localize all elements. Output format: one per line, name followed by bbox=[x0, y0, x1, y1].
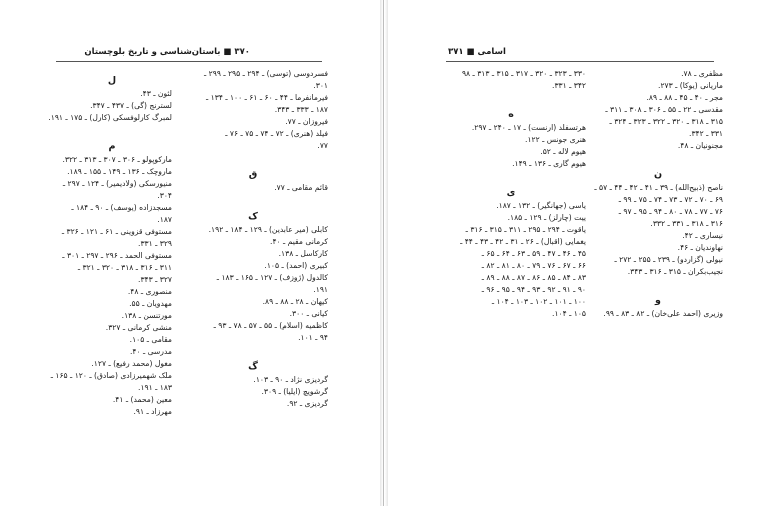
index-entry: ماریانی (یوکا) ـ ۲۷۳. bbox=[658, 81, 723, 90]
index-entry: فیروزان ـ ۷۷. bbox=[285, 117, 328, 126]
gutter-fold bbox=[383, 0, 384, 506]
index-entry: مسجدزاده (یوسف) ـ ۹۰ ـ ۱۸۴ ـ bbox=[71, 203, 172, 212]
index-entry: مورتنسن ـ ۱۳۸. bbox=[121, 311, 172, 320]
index-column bbox=[436, 68, 586, 320]
index-entry: منصوری ـ ۴۸. bbox=[127, 287, 172, 296]
index-entry: کبیری (احمد) ـ ۱۰۵. bbox=[264, 261, 328, 270]
index-entry: هیوم گاری ـ ۱۳۶ ـ ۱۴۹. bbox=[512, 159, 586, 168]
index-entry: نیساری ـ ۴۲. bbox=[682, 231, 723, 240]
index-entry: مجنونیان ـ ۴۸. bbox=[677, 141, 723, 150]
section-gap bbox=[593, 152, 723, 162]
section-gap bbox=[593, 278, 723, 288]
right-page bbox=[388, 0, 768, 506]
index-entry: مغول (محمد رفیع) ـ ۱۲۷. bbox=[91, 359, 172, 368]
index-entry: ملک شهمیرزادی (صادق) ـ ۱۲۰ ـ ۱۶۵ ـ bbox=[50, 371, 172, 380]
index-entry: ۳۳۰ ـ ۳۲۳ ـ ۳۲۰ ـ ۳۱۷ ـ ۳۱۵ ـ ۳۱۳ ـ ۹۸ bbox=[461, 69, 586, 78]
section-gap bbox=[436, 170, 586, 180]
index-column bbox=[178, 68, 328, 410]
index-entry: مقامی ـ ۱۰۵. bbox=[129, 335, 172, 344]
index-entry: لمبرگ کارلوفسکی (کارل) ـ ۱۷۵ ـ ۱۹۱. bbox=[48, 113, 172, 122]
book-gutter bbox=[380, 0, 388, 506]
index-entry: کیانی ـ ۳۰۰. bbox=[289, 309, 328, 318]
section-letter: ک bbox=[248, 211, 258, 222]
index-entry: ۱۰۰ ـ ۱۰۱ ـ ۱۰۲ ـ ۱۰۳ ـ ۱۰۴ ـ bbox=[491, 297, 586, 306]
index-entry: ناصح (ذبیح‌الله) ـ ۳۹ ـ ۴۱ ـ ۴۲ ـ ۴۴ ـ ۵۷ ـ bbox=[594, 183, 723, 192]
index-entry: ۹۰ ـ ۹۱ ـ ۹۲ ـ ۹۳ ـ ۹۴ ـ ۹۵ ـ ۹۶ ـ bbox=[481, 285, 586, 294]
index-entry: گرشویچ (ایلیا) ـ ۳۰۹. bbox=[261, 387, 328, 396]
index-entry: ۸۳ ـ ۸۴ ـ ۸۵ ـ ۸۶ ـ ۸۷ ـ ۸۸ ـ ۸۹ ـ bbox=[481, 273, 586, 282]
index-entry: کارکاسل ـ ۱۳۸. bbox=[278, 249, 328, 258]
section-letter: ی bbox=[506, 187, 516, 198]
index-entry: کابلی (میر عابدین) ـ ۱۲۹ ـ ۱۸۴ ـ ۱۹۲. bbox=[208, 225, 328, 234]
index-entry: ۳۲۷ ـ ۳۴۳. bbox=[138, 275, 172, 284]
index-entry: فیرمانفرما ـ ۴۴ ـ ۶۰ ـ ۶۱ ـ ۱۰۰ ـ ۱۳۴ ـ bbox=[206, 93, 328, 102]
page-header: ۳۷۰ ■ باستان‌شناسی و تاریخ بلوچستان bbox=[84, 47, 250, 57]
index-entry: ۳۰۴. bbox=[157, 191, 172, 200]
index-entry: مستوفی قزوینی ـ ۶۱ ـ ۱۲۱ ـ ۳۲۶ ـ bbox=[61, 227, 172, 236]
index-entry: گردیزی ـ ۹۲. bbox=[286, 399, 328, 408]
header-rule bbox=[56, 61, 322, 62]
index-entry: مظفری ـ ۷۸. bbox=[681, 69, 723, 78]
header-rule bbox=[446, 61, 714, 62]
index-entry: ۶۶ ـ ۶۷ ـ ۷۶ ـ ۷۹ ـ ۸۰ ـ ۸۱ ـ ۸۲ ـ bbox=[481, 261, 586, 270]
index-entry: فسردوسی (توسی) ـ ۲۹۴ ـ ۲۹۵ ـ ۲۹۹ ـ bbox=[204, 69, 328, 78]
index-entry: لئون ـ ۴۳. bbox=[140, 89, 172, 98]
index-entry: قائم مقامی ـ ۷۷. bbox=[274, 183, 328, 192]
section-gap bbox=[52, 124, 172, 134]
index-entry: ۴۵ ـ ۴۶ ـ ۴۷ ـ ۵۹ ـ ۶۳ ـ ۶۴ ـ ۶۵ ـ bbox=[481, 249, 586, 258]
section-letter: گ bbox=[248, 361, 258, 372]
index-column bbox=[593, 68, 723, 320]
index-entry: گردیزی نژاد ـ ۹۰ ـ ۱۰۳. bbox=[253, 375, 328, 384]
index-entry: ییت (چارلز) ـ ۱۲۹ ـ ۱۸۵. bbox=[507, 213, 586, 222]
index-entry: لسترنج (گی) ـ ۴۳۷ ـ ۳۴۷. bbox=[90, 101, 172, 110]
index-entry: ۱۸۷. bbox=[157, 215, 172, 224]
index-entry: ۳۲۹ ـ ۳۳۱. bbox=[138, 239, 172, 248]
index-entry: ۳۴۲ ـ ۳۳۱. bbox=[552, 81, 586, 90]
index-entry: مارکوپولو ـ ۳۰۶ ـ ۳۰۷ ـ ۳۱۳ ـ ۳۲۲. bbox=[62, 155, 172, 164]
index-entry: ۳۱۱ ـ ۳۱۶ ـ ۳۱۸ ـ ۳۲۰ ـ ۳۲۱ ـ bbox=[77, 263, 172, 272]
index-entry: ۳۱۶ ـ ۳۱۸ ـ ۳۳۱ ـ ۳۳۲. bbox=[650, 219, 723, 228]
index-entry: معین (محمد) ـ ۴۱. bbox=[112, 395, 172, 404]
section-gap bbox=[436, 92, 586, 102]
index-entry: کالدول (ژوزف) ـ ۱۲۷ ـ ۱۶۵ ـ ۱۸۳ ـ bbox=[216, 273, 328, 282]
section-letter: ن bbox=[653, 169, 663, 180]
index-entry: مقدسی ـ ۲۲ ـ ۵۵ ـ ۳۰۶ ـ ۳۰۸ ـ ۳۱۱ ـ bbox=[605, 105, 723, 114]
index-entry: مهرزاد ـ ۹۱. bbox=[133, 407, 172, 416]
index-entry: کرمانی مقیم ـ ۴۰. bbox=[270, 237, 328, 246]
index-entry: فیلد (هنری) ـ ۷۲ ـ ۷۴ ـ ۷۵ ـ ۷۶ ـ bbox=[225, 129, 328, 138]
section-letter: م bbox=[108, 141, 116, 152]
index-entry: یغمایی (اقبال) ـ ۲۶ ـ ۳۱ ـ ۴۲ ـ ۴۳ ـ ۴۴ ـ bbox=[460, 237, 586, 246]
index-entry: منیورسکی (ولادیمیر) ـ ۱۲۴ ـ ۲۹۷ ـ bbox=[62, 179, 172, 188]
index-entry: ۳۳۱ ـ ۳۴۲. bbox=[689, 129, 723, 138]
index-entry: ۱۹۱. bbox=[313, 285, 328, 294]
index-entry: مستوفی الحمد ـ ۲۹۶ ـ ۲۹۷ ـ ۳۰۱ ـ bbox=[62, 251, 172, 260]
index-entry: ۳۱۵ ـ ۳۱۸ ـ ۳۲۰ ـ ۳۲۲ ـ ۳۲۳ ـ ۳۲۴ ـ bbox=[609, 117, 723, 126]
index-column bbox=[48, 68, 172, 418]
index-entry: مدرسی ـ ۴۰. bbox=[129, 347, 172, 356]
index-entry: ۷۶ ـ ۷۷ ـ ۷۸ ـ ۸۰ ـ ۹۴ ـ ۹۵ ـ ۹۷ ـ bbox=[618, 207, 723, 216]
index-entry: نیولی (گزاردو) ـ ۲۳۹ ـ ۲۵۵ ـ ۲۷۲ ـ bbox=[614, 255, 723, 264]
section-letter: ه bbox=[508, 109, 514, 120]
left-page bbox=[0, 0, 380, 506]
index-entry: ۱۸۷ ـ ۳۳۳ ـ ۳۴۳. bbox=[274, 105, 328, 114]
index-entry: ۱۰۵ ـ ۱۰۴. bbox=[552, 309, 586, 318]
page-header: اسامی ■ ۳۷۱ bbox=[448, 47, 506, 57]
index-entry: نهاوندیان ـ ۴۶. bbox=[677, 243, 723, 252]
index-entry: ۶۹ ـ ۷۰ ـ ۷۲ ـ ۷۳ ـ ۷۴ ـ ۷۵ ـ ۹۹ ـ bbox=[618, 195, 723, 204]
section-letter: و bbox=[655, 295, 661, 306]
index-entry: یاسی (جهانگیر) ـ ۱۳۲ ـ ۱۸۷. bbox=[496, 201, 586, 210]
index-entry: کاظمیه (اسلام) ـ ۵۵ ـ ۵۷ ـ ۷۸ ـ ۹۳ ـ bbox=[213, 321, 328, 330]
section-gap bbox=[178, 344, 328, 354]
index-entry: ۷۷. bbox=[317, 141, 328, 150]
index-entry: منشی کرمانی ـ ۳۲۷. bbox=[105, 323, 172, 332]
index-entry: یاقوت ـ ۲۹۴ ـ ۲۹۵ ـ ۳۱۱ ـ ۳۱۵ ـ ۳۱۶ ـ bbox=[465, 225, 586, 234]
index-entry: نجیب‌بکران ـ ۳۱۵ ـ ۳۱۶ ـ ۳۴۳. bbox=[627, 267, 723, 276]
index-entry: هیوم لاله ـ ۵۲. bbox=[540, 147, 586, 156]
index-entry: ۳۰۱. bbox=[313, 81, 328, 90]
index-entry: ۹۴ ـ ۱۰۱. bbox=[298, 333, 328, 342]
index-entry: ۱۸۳ ـ ۱۹۱. bbox=[138, 383, 172, 392]
index-entry: هنری جونس ـ ۱۲۲. bbox=[525, 135, 586, 144]
section-gap bbox=[178, 194, 328, 204]
section-letter: ل bbox=[107, 75, 117, 86]
section-gap bbox=[178, 152, 328, 162]
index-entry: ماروچک ـ ۱۳۶ ـ ۱۴۹ ـ ۱۵۵ ـ ۱۸۹. bbox=[67, 167, 172, 176]
index-entry: هرتسفلد (ارنست) ـ ۱۷ ـ ۲۴۰ ـ ۲۹۷. bbox=[471, 123, 586, 132]
index-entry: مهدویان ـ ۵۵. bbox=[129, 299, 172, 308]
index-entry: وزیری (احمد علی‌خان) ـ ۸۲ ـ ۸۳ ـ ۹۹. bbox=[603, 309, 723, 318]
section-letter: ق bbox=[248, 169, 258, 180]
index-entry: کیهان ـ ۲۸ ـ ۸۸ ـ ۸۹. bbox=[262, 297, 328, 306]
index-entry: مجر ـ ۴۰ ـ ۴۵ ـ ۸۸ ـ ۸۹. bbox=[646, 93, 723, 102]
